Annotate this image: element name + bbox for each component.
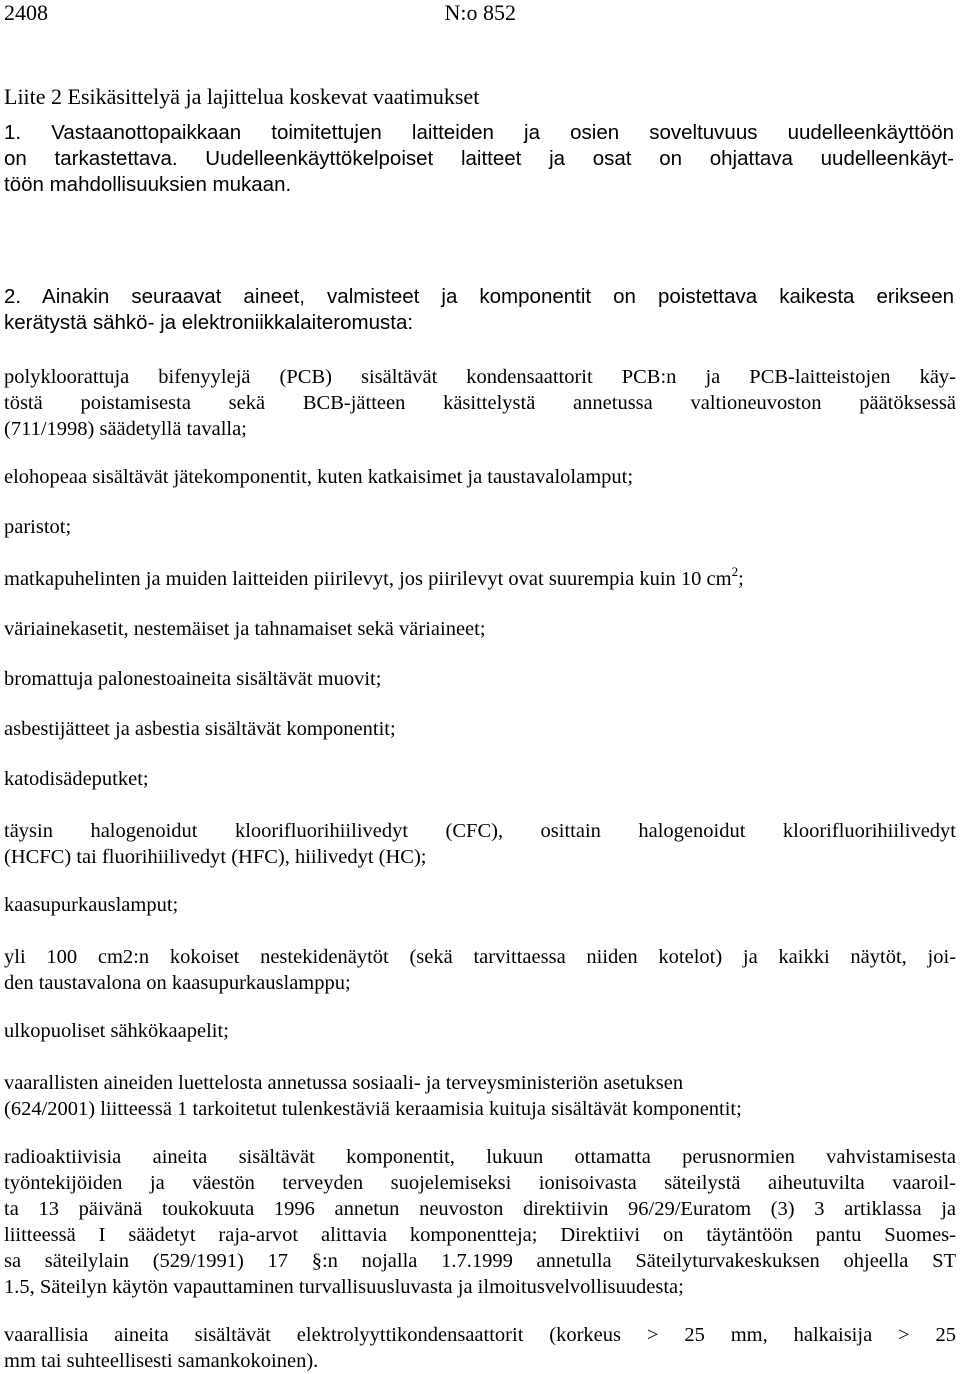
list-item-line: liitteessä I säädetyt raja-arvot alittavia komponentteja; Direktiivi on täytäntöön pantu Suomes- (4, 1224, 956, 1246)
list-item-line: bromattuja palonestoaineita sisältävät muovit; (4, 668, 382, 690)
list-item-line: den taustavalona on kaasupurkauslamppu; (4, 972, 351, 994)
list-item-batteries (4, 514, 956, 540)
list-item-line-wrapper (4, 566, 956, 592)
list-item-cables (4, 1018, 956, 1044)
list-item-lcd (4, 944, 956, 996)
list-item-line: vaarallisten aineiden luettelosta annetussa sosiaali- ja terveysministeriön asetuksen (4, 1072, 684, 1094)
list-item-radioactive (4, 1144, 956, 1300)
list-item-line: polykloorattuja bifenyylejä (PCB) sisältävät kondensaattorit PCB:n ja PCB-laitteistojen käy- (4, 366, 956, 388)
list-item-line: elohopeaa sisältävät jätekomponentit, kuten katkaisimet ja taustavalolamput; (4, 466, 634, 488)
list-item-pcb (4, 364, 956, 442)
list-item-toner (4, 616, 956, 642)
list-item-line: matkapuhelinten ja muiden laitteiden piirilevyt, jos piirilevyt ovat suurempia kuin 10 cm (4, 568, 732, 590)
list-item-plastics (4, 666, 956, 692)
list-item-line: katodisädeputket; (4, 768, 149, 790)
list-item-line: (711/1998) säädetyllä tavalla; (4, 418, 247, 440)
list-item-line: yli 100 cm2:n kokoiset nestekidenäytöt (sekä tarvittaessa niiden kotelot) ja kaikki näytöt, joi- (4, 946, 956, 968)
annex-title: Liite 2 Esikäsittelyä ja lajittelua koskevat vaatimukset (4, 84, 480, 109)
list-item-line-end: ; (738, 568, 744, 590)
list-item-line: töstä poistamisesta sekä BCB-jätteen käsittelystä annetussa valtioneuvoston päätöksessä (4, 392, 956, 414)
section-2-line: kerätystä sähkö- ja elektroniikkalaiteromusta: (4, 311, 414, 334)
list-item-line: asbestijätteet ja asbestia sisältävät komponentit; (4, 718, 396, 740)
page-header (4, 0, 516, 26)
list-item-cfc (4, 818, 956, 870)
list-item-line: mm tai suhteellisesti samankokoinen). (4, 1350, 319, 1372)
list-item-line: (HCFC) tai fluorihiilivedyt (HFC), hiilivedyt (HC); (4, 846, 427, 868)
list-item-line: täysin halogenoidut kloorifluorihiilivedyt (CFC), osittain halogenoidut kloorifluorihiilivedyt (4, 820, 956, 842)
list-item-line: ta 13 päivänä toukokuuta 1996 annetun neuvoston direktiivin 96/29/Euratom (3) 3 artiklassa ja (4, 1198, 956, 1220)
section-2 (4, 284, 954, 336)
section-1 (4, 120, 954, 198)
list-item-line: väriainekasetit, nestemäiset ja tahnamaiset sekä väriaineet; (4, 618, 486, 640)
document-number: N:o 852 (444, 0, 516, 25)
list-item-crt (4, 766, 956, 792)
list-item-mercury (4, 464, 956, 490)
list-item-line: ulkopuoliset sähkökaapelit; (4, 1020, 229, 1042)
list-item-line: radioaktiivisia aineita sisältävät komponentit, lukuun ottamatta perusnormien vahvistamisesta (4, 1146, 956, 1168)
list-item-line: työntekijöiden ja väestön terveyden suojelemiseksi ionisoivasta säteilystä aiheutuvilta vaaroil- (4, 1172, 956, 1194)
list-item-line: vaarallisia aineita sisältävät elektrolyyttikondensaattorit (korkeus > 25 mm, halkaisija > 25 (4, 1324, 956, 1346)
section-2-line: 2. Ainakin seuraavat aineet, valmisteet ja komponentit on poistettava kaikesta erikseen (4, 285, 954, 308)
superscript: 2 (731, 564, 739, 579)
section-1-line: töön mahdollisuuksien mukaan. (4, 173, 292, 196)
list-item-asbestos (4, 716, 956, 742)
list-item-ceramic-fibres (4, 1070, 956, 1122)
section-1-line: 1. Vastaanottopaikkaan toimitettujen laitteiden ja osien soveltuvuus uudelleenkäyttöön (4, 121, 954, 144)
list-item-discharge-lamps (4, 892, 956, 918)
section-1-line: on tarkastettava. Uudelleenkäyttökelpoiset laitteet ja osat on ohjattava uudelleenkäyt- (4, 147, 954, 170)
list-item-capacitors (4, 1322, 956, 1374)
page-number: 2408 (4, 0, 48, 25)
list-item-line: (624/2001) liitteessä 1 tarkoitetut tulenkestäviä keraamisia kuituja sisältävät komponentit; (4, 1098, 742, 1120)
list-item-line: paristot; (4, 516, 72, 538)
list-item-circuit-boards (4, 566, 956, 592)
list-item-line: sa säteilylain (529/1991) 17 §:n nojalla 1.7.1999 annetulla Säteilyturvakeskuksen ohjeella ST (4, 1250, 956, 1272)
list-item-line: 1.5, Säteilyn käytön vapauttaminen turvallisuusluvasta ja ilmoitusvelvollisuudesta; (4, 1276, 684, 1298)
list-item-line: kaasupurkauslamput; (4, 894, 179, 916)
